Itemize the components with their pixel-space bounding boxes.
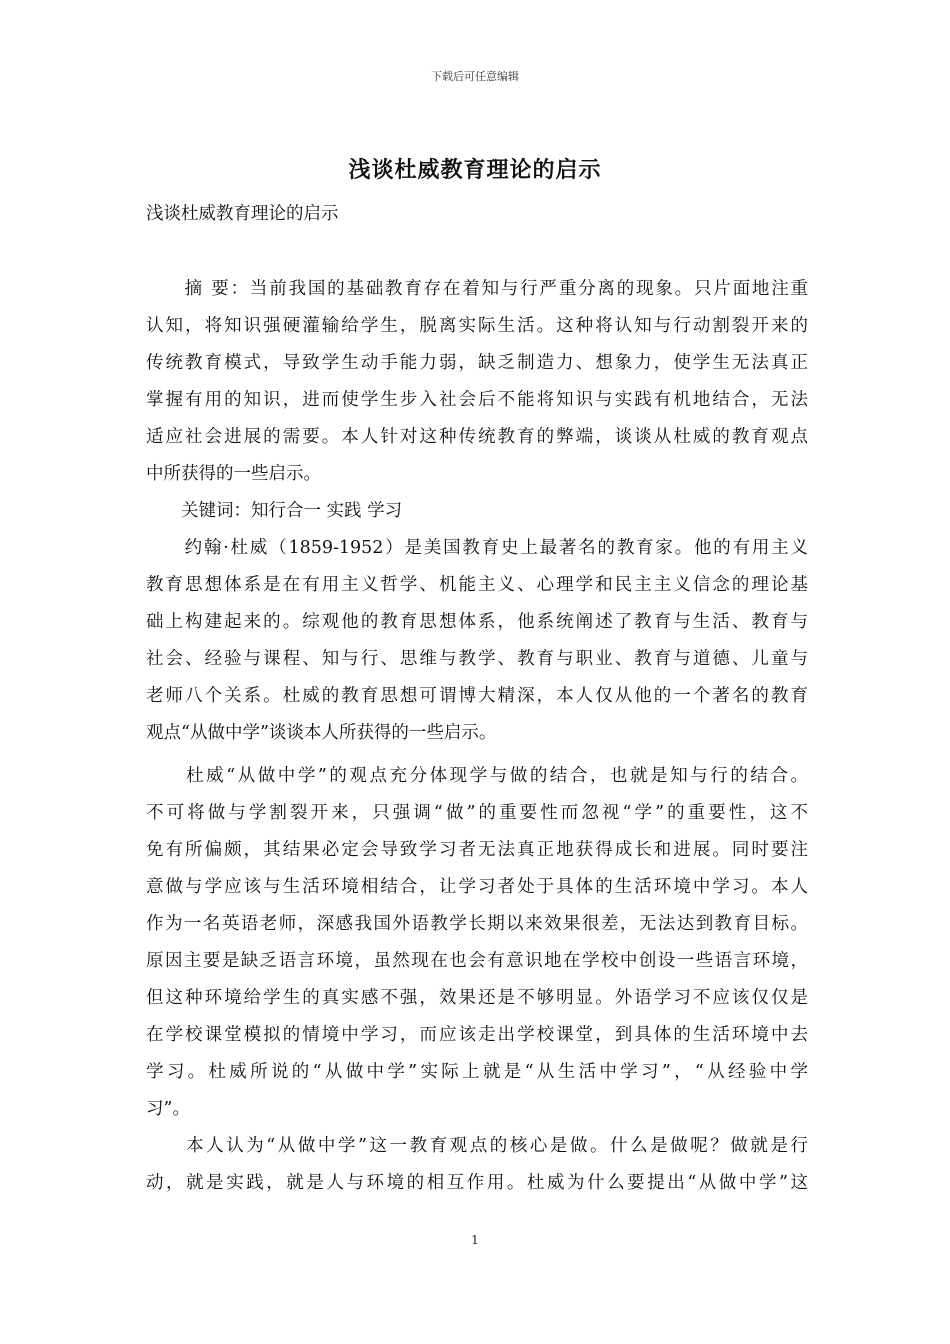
paragraph-line: 学习。杜威所说的“从做中学”实际上就是“从生活中学习”，“从经验中学 bbox=[146, 1062, 808, 1082]
paragraph-line: 教育思想体系是在有用主义哲学、机能主义、心理学和民主主义信念的理论基 bbox=[146, 575, 808, 595]
subtitle-line: 浅谈杜威教育理论的启示 bbox=[146, 204, 339, 224]
paragraph-line: 础上构建起来的。综观他的教育思想体系，他系统阐述了教育与生活、教育与 bbox=[146, 612, 808, 632]
paragraph-line: 在学校课堂模拟的情境中学习，而应该走出学校课堂，到具体的生活环境中去 bbox=[146, 1025, 808, 1045]
paragraph-line: 意做与学应该与生活环境相结合，让学习者处于具体的生活环境中学习。本人 bbox=[146, 877, 808, 897]
paragraph-line: 杜威“从做中学”的观点充分体现学与做的结合，也就是知与行的结合。 bbox=[146, 766, 808, 786]
paragraph-line: 社会、经验与课程、知与行、思维与教学、教育与职业、教育与道德、儿童与 bbox=[146, 649, 808, 669]
document-title: 浅谈杜威教育理论的启示 bbox=[348, 157, 602, 183]
paragraph-line: 免有所偏颇，其结果必定会导致学习者无法真正地获得成长和进展。同时要注 bbox=[146, 840, 808, 860]
keywords-line: 关键词：知行合一 实践 学习 bbox=[146, 501, 403, 521]
abstract-line: 适应社会进展的需要。本人针对这种传统教育的弊端，谈谈从杜威的教育观点 bbox=[146, 427, 808, 447]
abstract-line: 认知，将知识强硬灌输给学生，脱离实际生活。这种将认知与行动割裂开来的 bbox=[146, 316, 808, 336]
paragraph-line: 本人认为“从做中学”这一教育观点的核心是做。什么是做呢？做就是行 bbox=[146, 1136, 808, 1156]
paragraph-line: 约翰·杜威（1859-1952）是美国教育史上最著名的教育家。他的有用主义 bbox=[146, 538, 808, 558]
paragraph-line: 作为一名英语老师，深感我国外语教学长期以来效果很差，无法达到教育目标。 bbox=[146, 914, 808, 934]
header-note: 下载后可任意编辑 bbox=[431, 70, 519, 83]
abstract-line: 中所获得的一些启示。 bbox=[146, 464, 321, 484]
paragraph-line: 但这种环境给学生的真实感不强，效果还是不够明显。外语学习不应该仅仅是 bbox=[146, 988, 808, 1008]
paragraph-line: 观点“从做中学”谈谈本人所获得的一些启示。 bbox=[146, 723, 497, 743]
paragraph-line: 动，就是实践，就是人与环境的相互作用。杜威为什么要提出“从做中学”这 bbox=[146, 1173, 808, 1193]
page-number: 1 bbox=[471, 1233, 479, 1247]
abstract-line: 摘 要：当前我国的基础教育存在着知与行严重分离的现象。只片面地注重 bbox=[146, 279, 808, 299]
abstract-line: 传统教育模式，导致学生动手能力弱，缺乏制造力、想象力，使学生无法真正 bbox=[146, 353, 808, 373]
abstract-line: 掌握有用的知识，进而使学生步入社会后不能将知识与实践有机地结合，无法 bbox=[146, 390, 808, 410]
paragraph-line: 原因主要是缺乏语言环境，虽然现在也会有意识地在学校中创设一些语言环境， bbox=[146, 951, 808, 971]
paragraph-line: 老师八个关系。杜威的教育思想可谓博大精深，本人仅从他的一个著名的教育 bbox=[146, 686, 808, 706]
paragraph-line: 习”。 bbox=[146, 1099, 190, 1119]
paragraph-line: 不可将做与学割裂开来，只强调“做”的重要性而忽视“学”的重要性，这不 bbox=[146, 803, 808, 823]
